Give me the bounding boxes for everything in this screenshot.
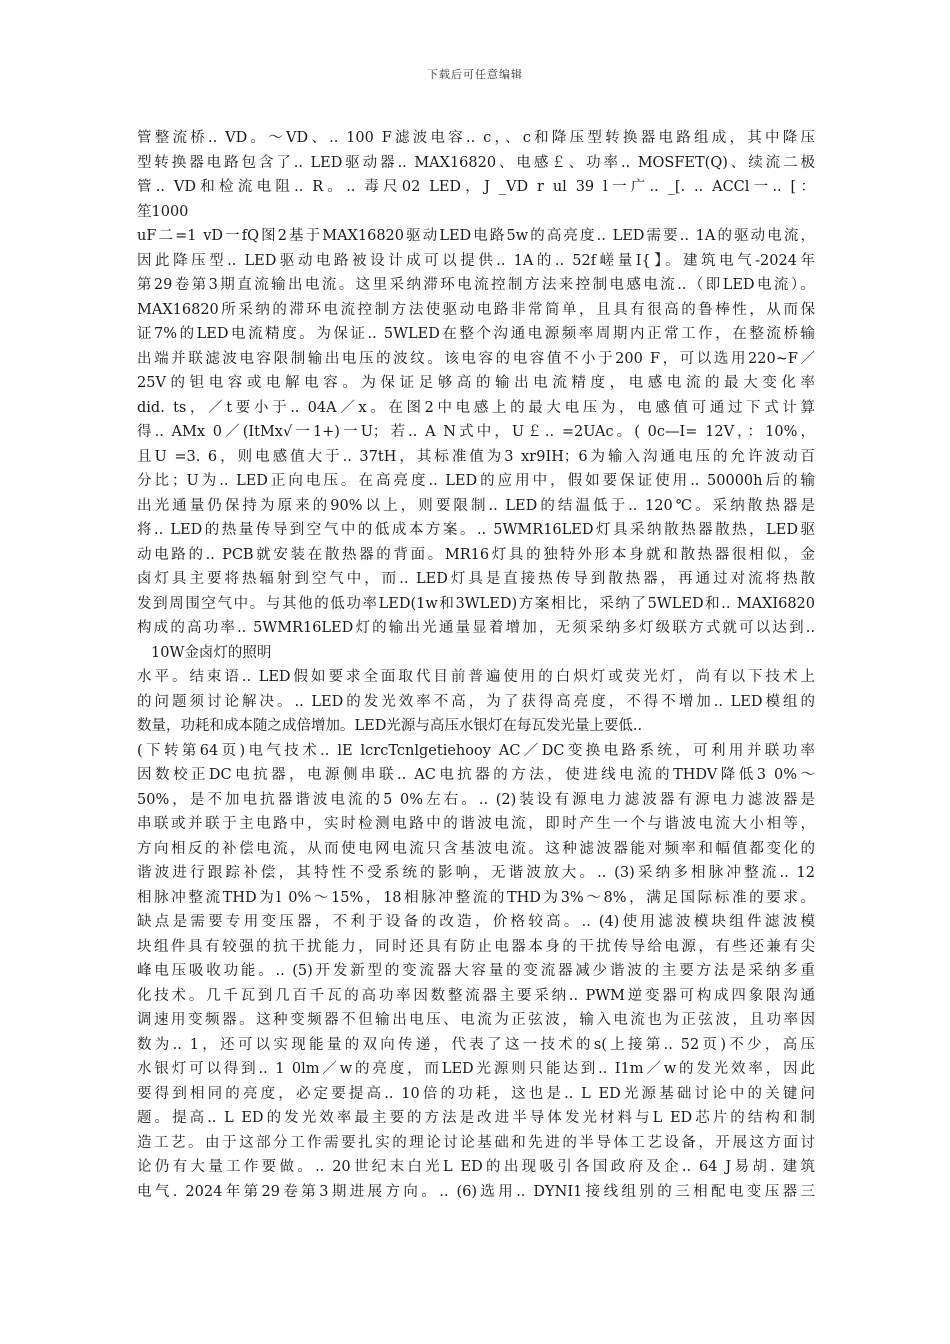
text-line: 调速用变频器。这种变频器不但输出电压、电流为正弦波，输入电流也为正弦波，且功率因 [137,1012,815,1028]
text-line: 10W金卤灯的照明 [151,644,272,661]
text-line: 数为.. 1，还可以实现能量的双向传递，代表了这一技术的s(上接第.. 52页)不少，高压 [137,1036,815,1053]
text-line: 25V的钽电容或电解电容。为保证足够高的输出电流精度，电感电流的最大变化率 [137,375,815,391]
text-line: did. ts，／t要小于.. 04A／x。在图2中电感上的最大电压为，电感值可通过下式计算 [137,399,815,416]
text-line: 因数校正DC电抗器，电源侧串联.. AC电抗器的方法，使进线电流的THDV降低3 0%～ [137,767,815,783]
text-line: 电气. 2024年第29卷第3期进展方向。.. (6)选用.. DYNI1接线组别的三相配电变压器三 [137,1183,815,1200]
text-line: 水平。结束语.. LED假如要求全面取代目前普遍使用的白炽灯或荧光灯，尚有以下技术上 [137,669,815,685]
text-line: 缺点是需要专用变压器，不利于设备的改造，价格较高。.. (4)使用滤波模块组件滤波模 [137,914,815,930]
text-line: 卤灯具主要将热辐射到空气中，而.. LED灯具是直接热传导到散热器，再通过对流将热散 [137,571,815,587]
text-line: 块组件具有较强的抗干扰能力，同时还具有防止电器本身的干扰传导给电源，有些还兼有尖 [137,938,815,955]
text-line: 动电路的.. PCB就安装在散热器的背面。MR16灯具的独特外形本身就和散热器很相似，金 [137,546,815,563]
text-line: uF二=1 vD一fQ图2基于MAX16820驱动LED电路5w的高亮度.. LED需要.. 1A的驱动电流， [137,228,815,244]
text-line: 要得到相同的亮度，必定要提高.. 10倍的功耗，这也是.. L ED光源基础讨论中的关键问 [137,1085,815,1102]
text-line: 笙1000 [137,203,189,220]
text-line: 得.. AMx 0／(ItMx√一1+)一U；若.. A N式中，U￡.. =2UAc。( 0c—I= 12V，：10%， [137,424,815,440]
text-line: 且U =3. 6，则电感值大于.. 37tH，其标准值为3 xr9IH；6为输入沟通电压的允许波动百 [137,448,815,465]
text-line: 化技术。几千瓦到几百千瓦的高功率因数整流器主要采纳.. PWM逆变器可构成四象限沟通 [137,987,815,1004]
document-body [137,126,815,1204]
text-line: 出光通量仍保持为原来的90%以上，则要限制.. LED的结温低于.. 120℃。采纳散热器是 [137,497,815,514]
text-line: 论仍有大量工作要做。.. 20世纪末白光L ED的出现吸引各国政府及企.. 64 J易胡. 建筑 [137,1159,815,1175]
page-header-note: 下载后可任意编辑 [427,68,523,81]
text-line: 发到周围空气中。与其他的低功率LED(1w和3WLED)方案相比，采纳了5WLED和.. MAXI6820 [137,595,815,612]
text-line: 型转换器电路包含了.. LED驱动器.. MAX16820、电感￡、功率.. MOSFET(Q)、续流二极 [137,154,815,171]
text-line: 分比；U为.. LED正向电压。在高亮度.. LED的应用中，假如要保证使用.. 50000h后的输 [137,473,815,489]
text-line: 50%，是不加电抗器谐波电流的5 0%左右。.. (2)装设有源电力滤波器有源电力滤波器是 [137,791,815,808]
text-line: 出端并联滤波电容限制输出电压的波纹。该电容的电容值不小于200 F，可以选用220~F／ [137,350,815,367]
text-line: 串联或并联于主电路中，实时检测电路中的谐波电流，即时产生一个与谐波电流大小相等， [137,816,815,832]
text-line: 水银灯可以得到.. 1 0lm／w的亮度，而LED光源则只能达到.. I1m／w的发光效率，因此 [137,1061,815,1077]
text-line: 管.. VD和检流电阻.. R。.. 毒尺02 LED，J _VD r ul 39 l一广.. _[. .. ACCl一.. [： [137,179,815,195]
text-line: 第29卷第3期直流输出电流。这里采纳滞环电流控制方法来控制电感电流..（即LED电流）。 [137,277,815,293]
text-line: 证7%的LED电流精度。为保证.. 5WLED在整个沟通电源频率周期内正常工作，在整流桥输 [137,326,815,342]
text-line: MAX16820所采纳的滞环电流控制方法使驱动电路非常简单，且具有很高的鲁棒性，从而保 [137,301,815,318]
text-line: 的问题须讨论解决。.. LED的发光效率不高，为了获得高亮度，不得不增加.. LED模组的 [137,693,815,710]
text-line: 数量，功耗和成本随之成倍增加。LED光源与高压水银灯在每瓦发光量上要低.. [137,718,643,734]
text-line: (下转第64页)电气技术.. lE lcrcTcnlgetiehooy AC／DC变换电路系统，可利用并联功率 [137,742,815,759]
text-line: 管整流桥.. VD。～VD、.. 100 F滤波电容.. c，、c和降压型转换器电路组成，其中降压 [137,130,815,146]
text-line: 方向相反的补偿电流，从而使电网电流只含基波电流。这种滤波器能对频率和幅值都变化的 [137,840,815,857]
text-line: 将.. LED的热量传导到空气中的低成本方案。.. 5WMR16LED灯具采纳散热器散热，LED驱 [137,522,815,538]
text-line: 题。提高.. L ED的发光效率最主要的方法是改进半导体发光材料与L ED芯片的结构和制 [137,1110,815,1126]
text-line: 相脉冲整流THD为l 0%～15%，18相脉冲整流的THD为3%～8%，满足国际标准的要求。 [137,889,815,906]
text-line: 谐波进行跟踪补偿，其特性不受系统的影响，无谐波放大。.. (3)采纳多相脉冲整流.. 12 [137,865,815,881]
text-line: 峰电压吸收功能。.. (5)开发新型的变流器大容量的变流器减少谐波的主要方法是采纳多重 [137,963,815,979]
text-line: 造工艺。由于这部分工作需要扎实的理论讨论基础和先进的半导体工艺设备，开展这方面讨 [137,1134,815,1151]
text-line: 构成的高功率.. 5WMR16LED灯的输出光通量显着增加，无须采纳多灯级联方式就可以达到.. [137,620,815,636]
text-line: 因此降压型.. LED驱动电路被设计成可以提供.. 1A的.. 52f嵯量I{】。建筑电气-2024年 [137,252,815,269]
